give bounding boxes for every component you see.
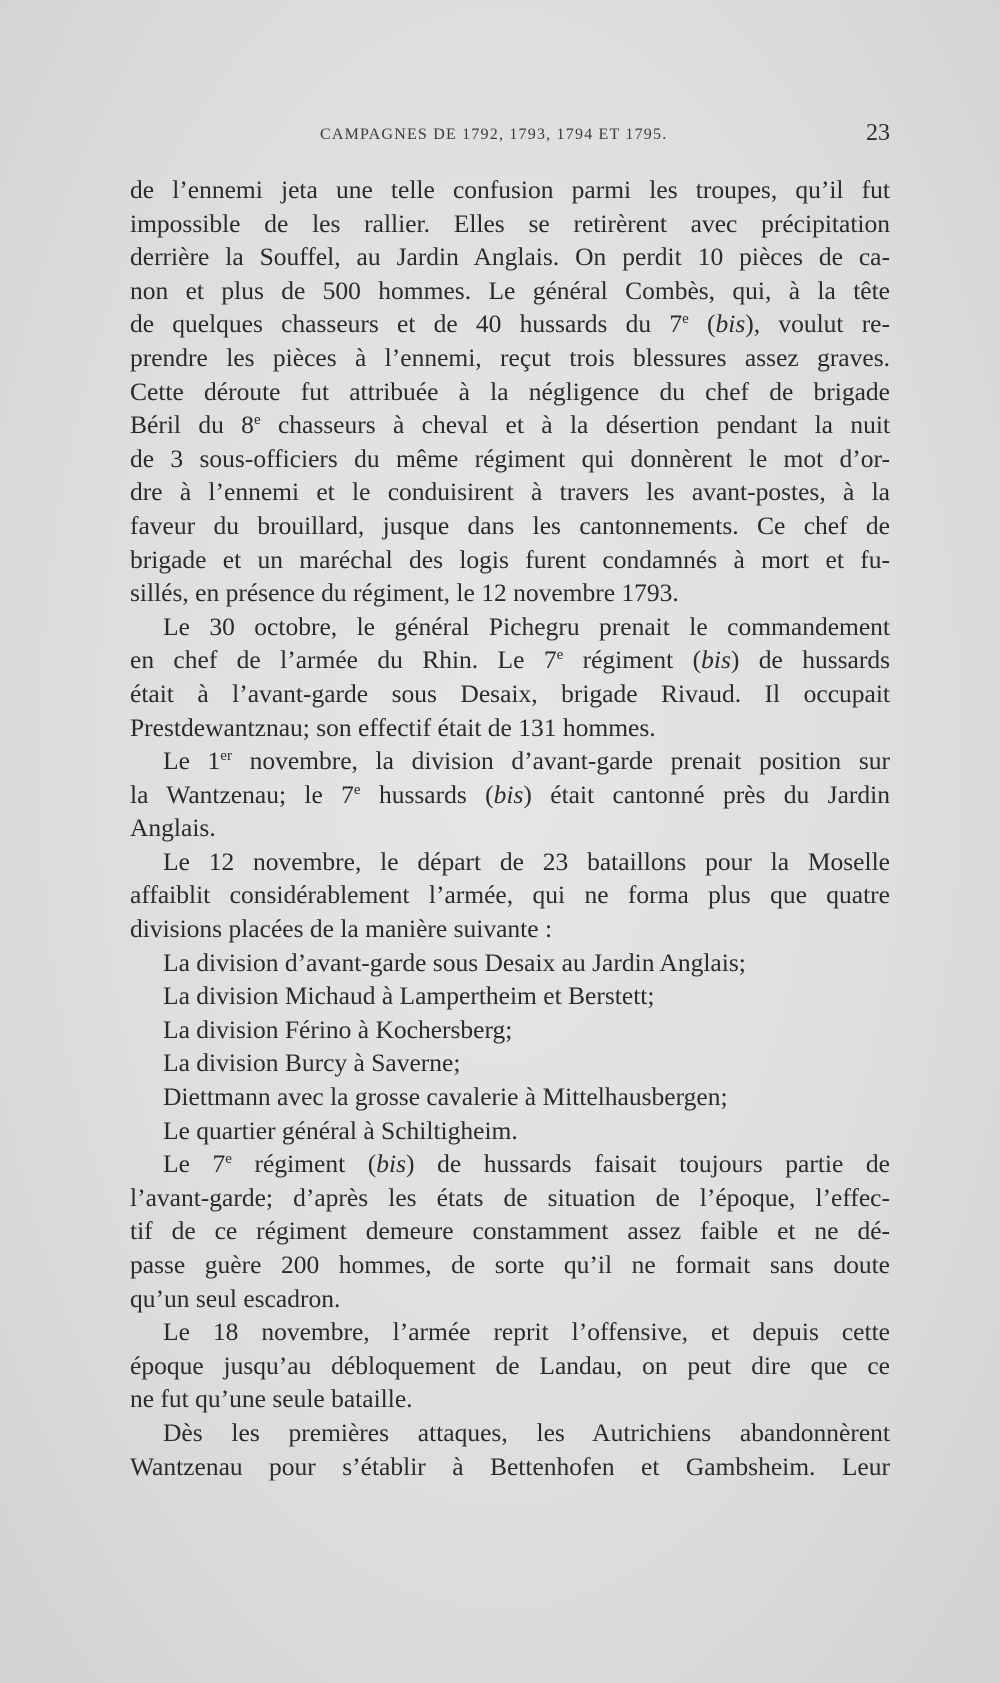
text-line: était à l’avant-garde sous Desaix, brigade Rivaud. Il occupait <box>130 678 890 708</box>
text-line: Anglais. <box>130 813 216 843</box>
text-line: Le 30 octobre, le général Pichegru prenait le commandement <box>163 611 890 641</box>
text-line: Dès les premières attaques, les Autrichiens abandonnèrent <box>163 1417 890 1447</box>
text-line: Le 18 novembre, l’armée reprit l’offensive, et depuis cette <box>163 1317 890 1347</box>
text-line: Le quartier général à Schiltigheim. <box>163 1115 518 1145</box>
text-line: faveur du brouillard, jusque dans les cantonnements. Ce chef de <box>130 510 890 540</box>
text-line: Prestdewantznau; son effectif était de 131 hommes. <box>130 712 656 742</box>
text-line: de quelques chasseurs et de 40 hussards du 7e (bis), voulut re- <box>130 309 890 339</box>
text-line: affaiblit considérablement l’armée, qui ne forma plus que quatre <box>130 880 890 910</box>
text-line: brigade et un maréchal des logis furent condamnés à mort et fu- <box>130 544 890 574</box>
text-line: Le 12 novembre, le départ de 23 bataillons pour la Moselle <box>163 846 890 876</box>
text-line: tif de ce régiment demeure constamment assez faible et ne dé- <box>130 1216 890 1246</box>
text-line: l’avant-garde; d’après les états de situation de l’époque, l’effec- <box>130 1182 890 1212</box>
text-line: en chef de l’armée du Rhin. Le 7e régiment (bis) de hussards <box>130 645 891 675</box>
text-line: qu’un seul escadron. <box>130 1283 341 1313</box>
text-line: derrière la Souffel, au Jardin Anglais. On perdit 10 pièces de ca- <box>130 242 890 272</box>
text-line: non et plus de 500 hommes. Le général Combès, qui, à la tête <box>130 275 890 305</box>
text-line: ne fut qu’une seule bataille. <box>130 1384 413 1414</box>
running-head <box>130 120 890 150</box>
text-line: Béril du 8e chasseurs à cheval et à la désertion pendant la nuit <box>130 410 890 440</box>
text-line: Wantzenau pour s’établir à Bettenhofen et Gambsheim. Leur <box>130 1451 890 1481</box>
body-text <box>130 173 890 1483</box>
text-line: La division Férino à Kochersberg; <box>163 1014 513 1044</box>
text-line: la Wantzenau; le 7e hussards (bis) était cantonné près du Jardin <box>130 779 890 809</box>
text-line: La division Michaud à Lampertheim et Berstett; <box>163 981 655 1011</box>
text-line: Cette déroute fut attribuée à la négligence du chef de brigade <box>130 376 890 406</box>
text-line: Le 7e régiment (bis) de hussards faisait toujours partie de <box>163 1149 890 1179</box>
text-line: prendre les pièces à l’ennemi, reçut trois blessures assez graves. <box>130 342 890 372</box>
text-line: de l’ennemi jeta une telle confusion parmi les troupes, qu’il fut <box>130 175 890 204</box>
text-line: de 3 sous-officiers du même régiment qui donnèrent le mot d’or- <box>130 443 890 473</box>
text-line: dre à l’ennemi et le conduisirent à travers les avant-postes, à la <box>130 477 890 507</box>
text-line: Diettmann avec la grosse cavalerie à Mittelhausbergen; <box>163 1082 728 1112</box>
text-line: impossible de les rallier. Elles se retirèrent avec précipitation <box>130 208 890 238</box>
text-line: La division d’avant-garde sous Desaix au Jardin Anglais; <box>163 947 746 977</box>
text-line: sillés, en présence du régiment, le 12 novembre 1793. <box>130 578 679 608</box>
text-line: La division Burcy à Saverne; <box>163 1048 461 1078</box>
text-line: divisions placées de la manière suivante : <box>130 914 553 944</box>
running-title: CAMPAGNES DE 1792, 1793, 1794 ET 1795. <box>320 126 668 143</box>
text-line: époque jusqu’au débloquement de Landau, on peut dire que ce <box>130 1350 890 1380</box>
text-line: Le 1er novembre, la division d’avant-garde prenait position sur <box>163 746 890 776</box>
text-line: passe guère 200 hommes, de sorte qu’il ne formait sans doute <box>130 1250 890 1279</box>
page-number: 23 <box>866 120 890 146</box>
